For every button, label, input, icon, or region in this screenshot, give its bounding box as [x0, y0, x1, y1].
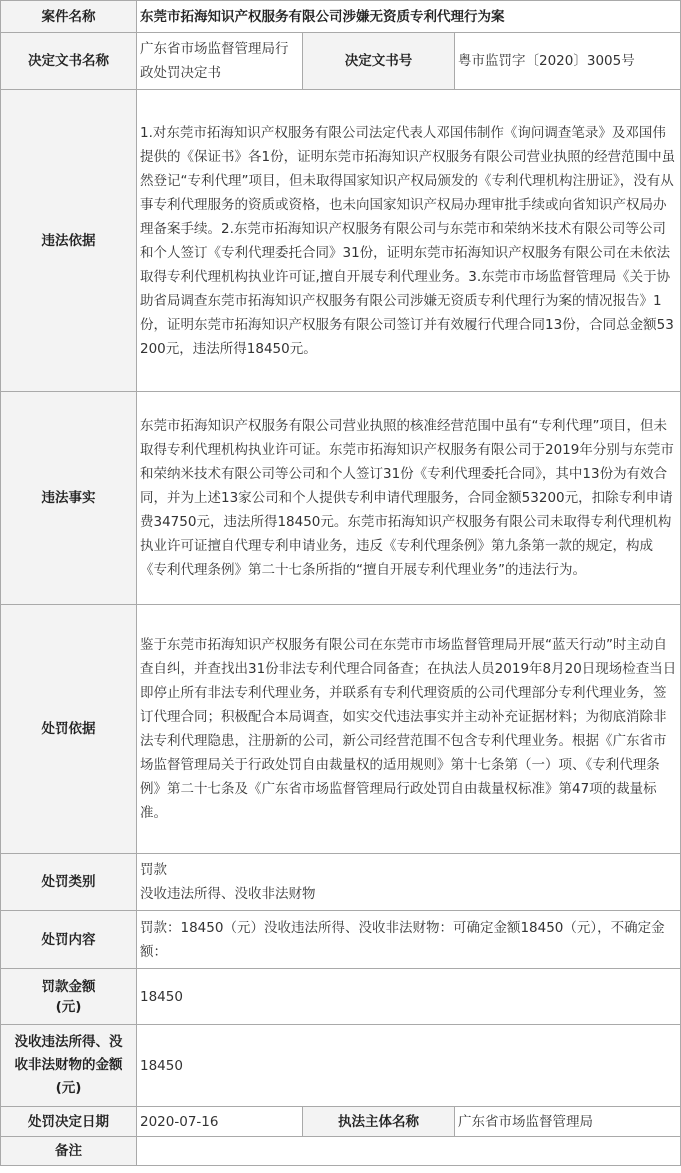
violation-facts-value: 东莞市拓海知识产权服务有限公司营业执照的核准经营范围中虽有“专利代理”项目，但未取得专利代理机构执业许可证。东莞市拓海知识产权服务有限公司于2019年分别与东莞市和荣纳米技术有限公司等公司和个人签订31份《专利代理委托合同》，其中13份为有效合同，并为上述13家公司和个人提供专利申请代理服务，合同金额53200元，扣除专利申请费34750元，违法所得18450元。东莞市拓海知识产权服务有限公司未取得专利代理机构执业许可证擅自代理专利申请业务，违反《专利代理条例》第九条第一款的规定，构成《专利代理条例》第二十七条所指的“擅自开展专利代理业务”的违法行为。	[137, 392, 681, 605]
fine-amount-label-line2: (元)	[55, 998, 82, 1015]
row-remarks	[1, 1137, 681, 1166]
row-fine-amount	[1, 969, 681, 1025]
row-decision-date	[1, 1107, 681, 1137]
fine-amount-label-line1: 罚款金额	[41, 978, 96, 995]
row-penalty-type	[1, 854, 681, 911]
confiscation-amount-label-line1: 没收违法所得、没	[14, 1034, 123, 1050]
penalty-type-value	[137, 854, 681, 911]
enforcement-authority-value: 广东省市场监督管理局	[455, 1107, 681, 1137]
case-name-value: 东莞市拓海知识产权服务有限公司涉嫌无资质专利代理行为案	[137, 1, 681, 33]
decision-doc-name-label: 决定文书名称	[1, 33, 137, 90]
decision-doc-name-value: 广东省市场监督管理局行政处罚决定书	[137, 33, 303, 90]
confiscation-amount-value: 18450	[137, 1025, 681, 1107]
row-penalty-basis	[1, 605, 681, 854]
confiscation-amount-label	[1, 1025, 137, 1107]
penalty-type-label: 处罚类别	[1, 854, 137, 911]
row-case-name	[1, 1, 681, 33]
confiscation-amount-label-line3: (元)	[55, 1080, 82, 1096]
row-penalty-content	[1, 911, 681, 969]
fine-amount-label	[1, 969, 137, 1025]
fine-amount-value: 18450	[137, 969, 681, 1025]
row-confiscation-amount	[1, 1025, 681, 1107]
penalty-basis-label: 处罚依据	[1, 605, 137, 854]
decision-doc-number-label: 决定文书号	[303, 33, 455, 90]
confiscation-amount-label-line2: 收非法财物的金额	[14, 1057, 123, 1073]
decision-date-label: 处罚决定日期	[1, 1107, 137, 1137]
row-violation-facts	[1, 392, 681, 605]
row-decision-doc	[1, 33, 681, 90]
remarks-label: 备注	[1, 1137, 137, 1166]
penalty-content-value: 罚款：18450（元）没收违法所得、没收非法财物：可确定金额18450（元），不确定金额：	[137, 911, 681, 969]
penalty-content-label: 处罚内容	[1, 911, 137, 969]
enforcement-authority-label: 执法主体名称	[303, 1107, 455, 1137]
case-name-label: 案件名称	[1, 1, 137, 33]
penalty-basis-value: 鉴于东莞市拓海知识产权服务有限公司在东莞市市场监督管理局开展“蓝天行动”时主动自查自纠，并查找出31份非法专利代理合同备查；在执法人员2019年8月20日现场检查当日即停止所有非法专利代理业务，并联系有专利代理资质的公司代理部分专利代理业务，签订代理合同；积极配合本局调查，如实交代违法事实并主动补充证据材料；为彻底消除非法专利代理隐患，注册新的公司，新公司经营范围不包含专利代理业务。根据《广东省市场监督管理局关于行政处罚自由裁量权的适用规则》第十七条第（一）项、《专利代理条例》第二十七条及《广东省市场监督管理局行政处罚自由裁量权标准》第47项的裁量标准。	[137, 605, 681, 854]
remarks-value	[137, 1137, 681, 1166]
row-violation-basis	[1, 90, 681, 392]
decision-doc-number-value: 粤市监罚字〔2020〕3005号	[455, 33, 681, 90]
decision-date-value: 2020-07-16	[137, 1107, 303, 1137]
penalty-type-fine: 罚款	[140, 862, 167, 878]
violation-facts-label: 违法事实	[1, 392, 137, 605]
violation-basis-value: 1.对东莞市拓海知识产权服务有限公司法定代表人邓国伟制作《询问调查笔录》及邓国伟提供的《保证书》各1份，证明东莞市拓海知识产权服务有限公司营业执照的经营范围中虽然登记“专利代理”项目，但未取得国家知识产权局颁发的《专利代理机构注册证》，没有从事专利代理服务的资质或资格，也未向国家知识产权局办理审批手续或向省知识产权局办理备案手续。2.东莞市拓海知识产权服务有限公司与东莞市和荣纳米技术有限公司等公司和个人签订《专利代理委托合同》31份，证明东莞市拓海知识产权服务有限公司在未依法取得专利代理机构执业许可证,擅自开展专利代理业务。3.东莞市市场监督管理局《关于协助省局调查东莞市拓海知识产权服务有限公司涉嫌无资质专利代理行为案的情况报告》1份，证明东莞市拓海知识产权服务有限公司签订并有效履行代理合同13份，合同总金额53200元，违法所得18450元。	[137, 90, 681, 392]
penalty-type-confiscation: 没收违法所得、没收非法财物	[140, 886, 316, 902]
violation-basis-label: 违法依据	[1, 90, 137, 392]
